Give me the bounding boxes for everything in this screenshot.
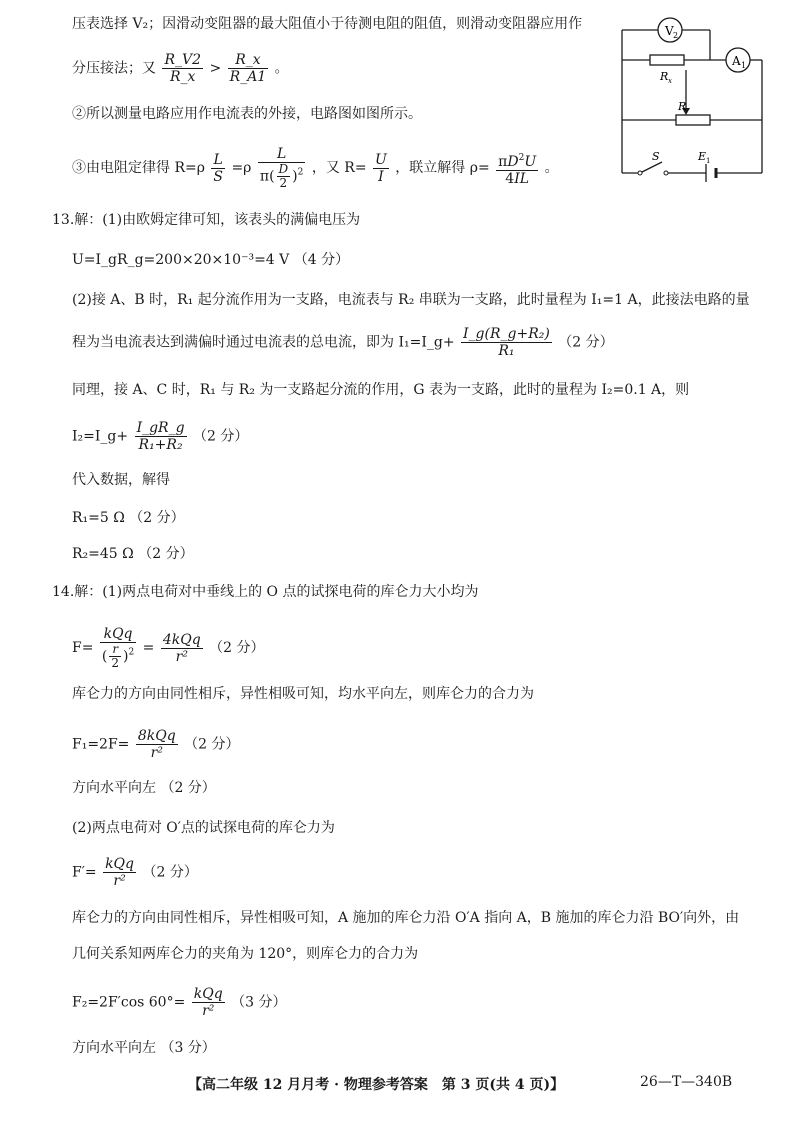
q14-number: 14. [52, 584, 75, 600]
q12-frac-2-num: R_x [228, 52, 269, 69]
q14-line-2: F= kQq ( $\frac{r}{2}$ )$^2$ = $\frac{\text{4kQq}}{\text{r²}}$ （2 分） [72, 626, 265, 670]
q13-line-6: I₂=I_g+ $\frac{I\_gR\_g}{\text{R₁+R₂}}$ （2 分） [72, 420, 249, 453]
q13-frac-i2: $\frac{I\_gR\_g}{\text{R₁+R₂}}$ [136, 420, 185, 453]
battery-sub: 1 [706, 157, 711, 165]
q14-line-5: 方向水平向左 （2 分） [72, 780, 216, 796]
q12-frac-2-den: R_A1 [229, 69, 267, 85]
q12-frac-rho: $\frac{\pi D^2U}{4IL}$ [496, 150, 538, 187]
q14-line-8: 库仑力的方向由同性相斥，异性相吸可知，A 施加的库仑力沿 O′A 指向 A，B 施加的库仑力沿 BO′向外，由 [72, 910, 740, 926]
q12-l4-post2: ，联立解得 ρ= [395, 160, 490, 176]
q13-number: 13. [52, 212, 75, 228]
q12-frac-ui: $\frac{U}{I}$ [375, 151, 387, 185]
q13-line-7: 代入数据，解得 [72, 472, 170, 488]
q14-frac-f1: $\frac{\text{8kQq}}{\text{r²}}$ [137, 728, 176, 761]
ammeter-label: A [732, 54, 741, 68]
q14-line-7: F′= $\frac{\text{kQq}}{\text{r²}}$ （2 分） [72, 856, 198, 889]
q14-line-6: (2)两点电荷对 O′点的试探电荷的库仑力为 [72, 820, 335, 836]
footer-code: 26—T—340B [640, 1074, 733, 1090]
q14-line-9: 几何关系知两库仑力的夹角为 120°，则库仑力的合力为 [72, 946, 419, 962]
q13-line-8: R₁=5 Ω （2 分） [72, 510, 185, 526]
q12-frac-2 [228, 52, 269, 85]
q12-frac-1 [162, 52, 203, 85]
footer-title: 【高二年级 12 月月考 · 物理参考答案 第 3 页(共 4 页)】 [188, 1077, 565, 1093]
q13-frac-i1: $\frac{\text{I\_g(R\_g+R₂)}}{\text{R₁}}$ [463, 326, 550, 359]
q14-line-3: 库仑力的方向由同性相斥，异性相吸可知，均水平向左，则库仑力的合力为 [72, 686, 534, 702]
q12-l4-post1: ，又 R= [311, 160, 367, 176]
q14-line-1: 14.解：(1)两点电荷对中垂线上的 O 点的试探电荷的库仑力大小均为 [52, 584, 479, 600]
q14-frac-f2: $\frac{\text{4kQq}}{\text{r²}}$ [162, 631, 201, 665]
rx-label: R [660, 70, 669, 83]
switch-label: S [652, 150, 660, 163]
q12-l2-pre: 分压接法；又 [72, 60, 156, 77]
q13-line-2: U=I_gR_g=200×20×10⁻³=4 V （4 分） [72, 252, 350, 268]
q12-frac-1-num: R_V2 [164, 52, 202, 68]
q12-line-4 [72, 146, 559, 190]
r-label: R [678, 100, 687, 113]
rx-sub: x [668, 77, 672, 85]
q14-frac-f: kQq ( $\frac{r}{2}$ )$^2$ [101, 626, 135, 670]
q14-line-11: 方向水平向左 （3 分） [72, 1040, 216, 1056]
q12-line-2 [72, 52, 289, 85]
q13-line-1: 13.解：(1)由欧姆定律可知，该表头的满偏电压为 [52, 212, 361, 228]
battery-label: E [698, 150, 707, 163]
q13-line-4: 程为当电流表达到满偏时通过电流表的总电流，即为 I₁=I_g+ $\frac{\text{I\_g(R\_g+R₂)}}{\text{R₁}}$ （2 分） [72, 326, 614, 359]
q12-gt: > [209, 60, 222, 77]
q13-line-5: 同理，接 A、C 时，R₁ 与 R₂ 为一支路起分流的作用，G 表为一支路，此时的量程为 I₂=0.1 A，则 [72, 382, 690, 398]
q12-frac-area: L π( $\frac{D}{2}$ )$^2$ [259, 146, 304, 190]
ammeter-sub: 1 [741, 61, 747, 70]
voltmeter-sub: 2 [673, 31, 679, 40]
q12-frac-1-den: R_x [170, 69, 196, 85]
q14-line-4: F₁=2F= $\frac{\text{8kQq}}{\text{r²}}$ （2 分） [72, 728, 240, 761]
voltmeter-label: V [665, 24, 674, 38]
q12-l4-end: 。 [544, 160, 559, 176]
q12-line-3: ②所以测量电路应用作电流表的外接，电路图如图所示。 [72, 106, 422, 122]
q12-l4-pre: ③由电阻定律得 R=ρ [72, 160, 205, 176]
circuit-diagram [610, 8, 780, 188]
q13-line-3: (2)接 A、B 时，R₁ 起分流作用为一支路，电流表与 R₂ 串联为一支路，此时量程为 I₁=1 A，此接法电路的量 [72, 292, 750, 308]
q14-frac-fprime: $\frac{\text{kQq}}{\text{r²}}$ [105, 856, 135, 889]
q12-line-1: 压表选择 V₂；因滑动变阻器的最大阻值小于待测电阻的阻值，则滑动变阻器应用作 [72, 16, 583, 32]
q14-line-10: F₂=2F′cos 60°= $\frac{\text{kQq}}{\text{r²}}$ （3 分） [72, 986, 287, 1019]
q12-l4-mid: =ρ [231, 160, 252, 176]
q12-l2-post: 。 [274, 60, 289, 77]
q12-frac-ls: $\frac{L}{S}$ [213, 151, 223, 185]
q13-line-9: R₂=45 Ω （2 分） [72, 546, 194, 562]
q14-frac-f2-final: $\frac{\text{kQq}}{\text{r²}}$ [193, 986, 223, 1019]
